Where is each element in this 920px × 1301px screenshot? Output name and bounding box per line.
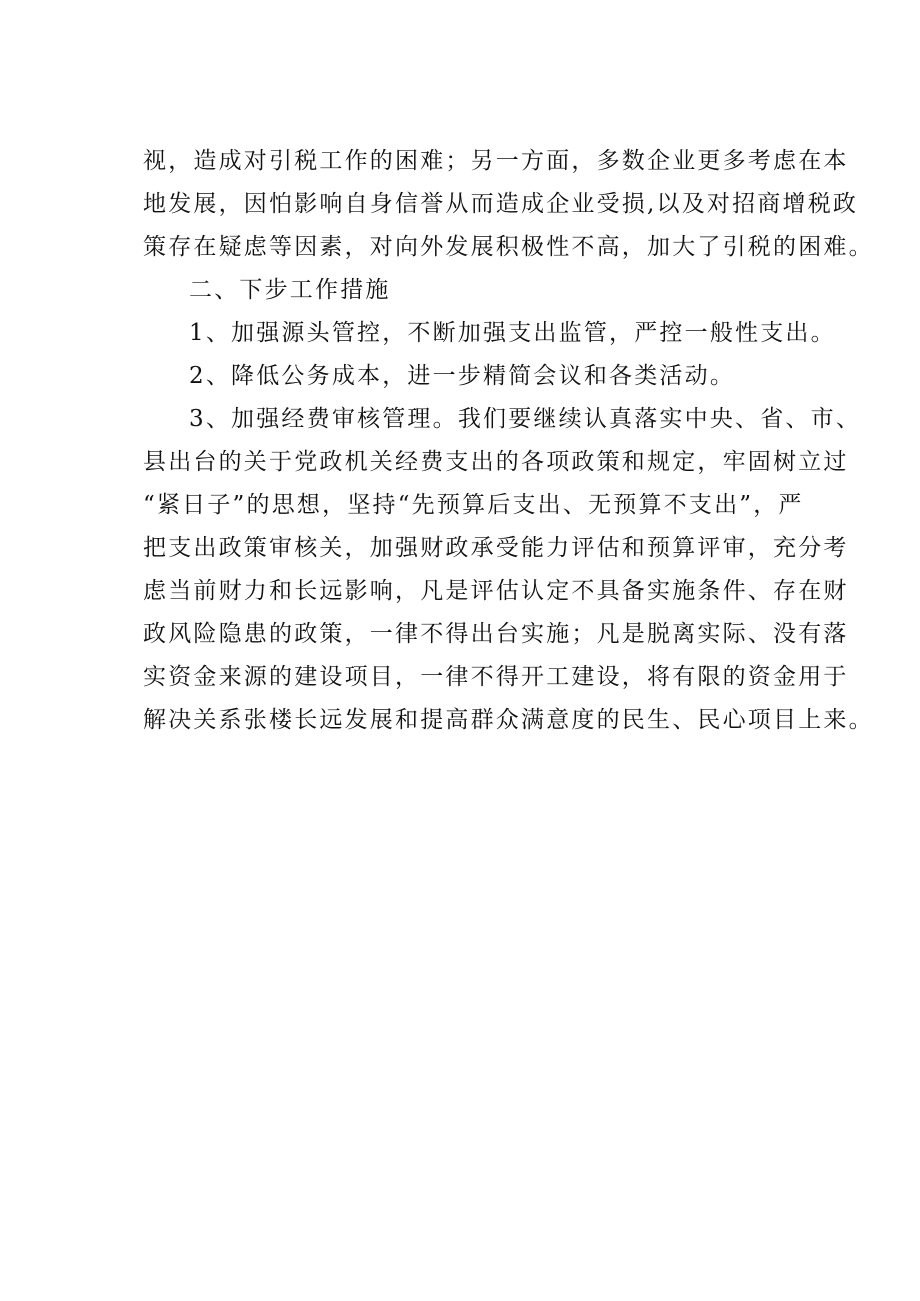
document-body (143, 140, 874, 742)
paragraph-line: 地发展，因怕影响自身信誉从而造成企业受损,以及对招商增税政 (143, 191, 859, 217)
measure-item-3-line: 解决关系张楼长远发展和提高群众满意度的民生、民心项目上来。 (143, 707, 874, 733)
measure-item-3-line: 县出台的关于党政机关经费支出的各项政策和规定，牢固树立过 (143, 449, 849, 475)
measure-item-2: 2、降低公务成本，进一步精简会议和各类活动。 (189, 363, 736, 389)
measure-item-3-line: “紧日子”的思想，坚持“先预算后支出、无预算不支出”，严 (143, 492, 804, 518)
paragraph-line: 视，造成对引税工作的困难；另一方面，多数企业更多考虑在本 (143, 148, 849, 174)
measure-item-3-line: 政风险隐患的政策，一律不得出台实施；凡是脱离实际、没有落 (143, 621, 849, 647)
measure-item-1: 1、加强源头管控，不断加强支出监管，严控一般性支出。 (189, 320, 836, 346)
measure-item-3-line: 把支出政策审核关，加强财政承受能力评估和预算评审，充分考 (143, 535, 849, 561)
section-heading: 二、下步工作措施 (189, 277, 391, 303)
measure-item-3-line: 3、加强经费审核管理。我们要继续认真落实中央、省、市、 (189, 406, 862, 432)
paragraph-line: 策存在疑虑等因素，对向外发展积极性不高，加大了引税的困难。 (143, 234, 874, 260)
measure-item-3-line: 实资金来源的建设项目，一律不得开工建设，将有限的资金用于 (143, 664, 849, 690)
measure-item-3-line: 虑当前财力和长远影响，凡是评估认定不具备实施条件、存在财 (143, 578, 849, 604)
